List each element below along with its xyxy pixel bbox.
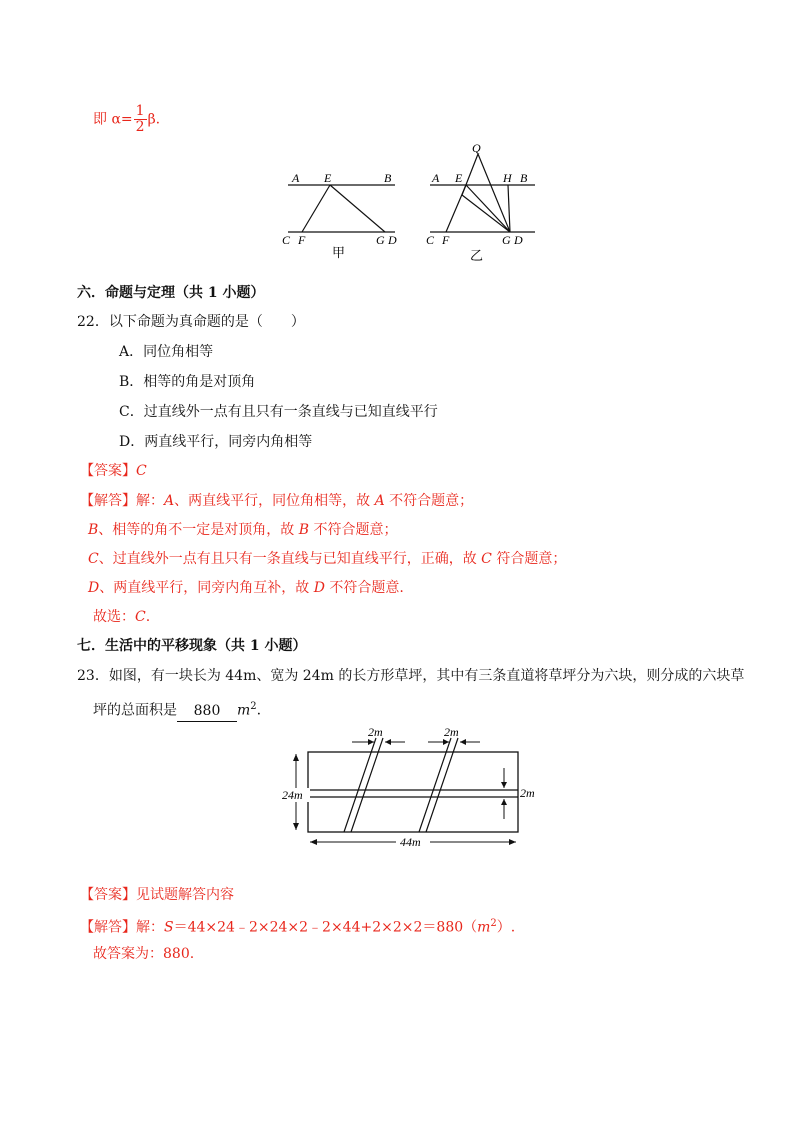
arrowhead [368, 739, 374, 745]
figure-yi [426, 141, 535, 263]
analysis-tag: 【解答】 [80, 919, 136, 936]
length-label: 44m [400, 835, 421, 849]
analysis-letter: D [313, 580, 325, 596]
analysis-letter: C [481, 551, 492, 567]
analysis-tail: 符合题意； [491, 551, 567, 567]
label-G-right: G [502, 233, 511, 247]
label-F-left: F [298, 233, 306, 247]
label-H-right: H [503, 171, 512, 185]
option-a: A．同位角相等 [119, 344, 214, 360]
arrowhead [310, 839, 317, 845]
formula-suffix: β. [147, 111, 161, 128]
section-heading-6: 六．命题与定理（共 1 小题） [77, 285, 265, 301]
analysis-unit: m [477, 919, 491, 936]
analysis-lead: 解： [136, 919, 164, 936]
question-23-stem-1: 23．如图，有一块长为 44m、宽为 24m 的长方形草坪，其中有三条直道将草坪分为六块，则分成的六块草 [77, 668, 745, 684]
answer-22 [80, 461, 147, 481]
question-23-stem-2 [93, 697, 261, 722]
arrowhead [509, 839, 516, 845]
road-width-label-3: 2m [520, 786, 535, 800]
label-B-left: B [384, 171, 392, 185]
label-E-right: E [455, 171, 463, 185]
label-D-right: D [514, 233, 523, 247]
analysis-letter: B [298, 522, 310, 538]
conclusion-22 [93, 607, 150, 627]
analysis-formula: ＝44×24﹣2×24×2﹣2×44+2×2×2＝880（ [173, 919, 478, 936]
analysis-22-line-1 [80, 491, 473, 511]
fraction-numerator: 1 [135, 103, 145, 119]
arrowhead [443, 739, 449, 745]
analysis-22-line-2 [88, 520, 398, 540]
conclusion-suffix: . [145, 609, 151, 625]
arrowhead [501, 799, 507, 805]
formula-prefix: 即 α= [93, 111, 133, 128]
label-B-right: B [520, 171, 528, 185]
arrowhead [501, 782, 507, 788]
lawn-figure [280, 724, 540, 854]
lawn-rectangle [308, 752, 518, 832]
label-G-left: G [376, 233, 385, 247]
analysis-text: 、两直线平行，同旁内角互补，故 [99, 580, 314, 596]
analysis-letter: D [88, 580, 100, 596]
analysis-text: 、两直线平行，同位角相等，故 [174, 493, 375, 509]
fill-blank-answer: 880 [177, 701, 237, 722]
answer-value: 见试题解答内容 [136, 887, 234, 903]
label-D-left: D [388, 233, 397, 247]
label-C-right: C [426, 233, 435, 247]
analysis-22-line-4 [88, 578, 404, 598]
analysis-variable: S [164, 919, 174, 936]
stem-suffix: . [256, 702, 262, 719]
analysis-lead: 解： [136, 493, 164, 509]
answer-tag: 【答案】 [80, 887, 136, 903]
fraction-denominator: 2 [135, 119, 145, 135]
unit: m [237, 702, 251, 719]
answer-23 [80, 885, 234, 905]
section-heading-7: 七．生活中的平移现象（共 1 小题） [77, 638, 307, 654]
conclusion-23: 故答案为：880. [93, 946, 195, 962]
conclusion-letter: C [135, 609, 146, 625]
analysis-letter: B [88, 522, 99, 538]
answer-tag: 【答案】 [80, 463, 136, 479]
arrowhead [293, 823, 299, 830]
analysis-23 [80, 914, 515, 938]
analysis-letter: A [164, 493, 175, 509]
road-width-label-2: 2m [444, 725, 459, 739]
label-A-left: A [292, 171, 300, 185]
label-Q-right: Q [472, 141, 481, 155]
label-F-right: F [442, 233, 450, 247]
analysis-22-line-3 [88, 549, 566, 569]
analysis-unit-exponent: 2 [490, 918, 497, 929]
analysis-suffix: ）. [496, 919, 516, 936]
arrowhead [460, 739, 466, 745]
option-b: B．相等的角是对顶角 [119, 374, 256, 390]
analysis-letter: A [374, 493, 385, 509]
conclusion-prefix: 故选： [93, 609, 135, 625]
formula-line [93, 104, 160, 135]
analysis-letter: C [88, 551, 99, 567]
label-C-left: C [282, 233, 291, 247]
option-d: D．两直线平行，同旁内角相等 [119, 434, 313, 450]
analysis-text: 、相等的角不一定是对顶角，故 [98, 522, 299, 538]
parallel-lines-figure [280, 140, 540, 265]
analysis-tail: 不符合题意； [384, 493, 474, 509]
analysis-tail: 不符合题意. [324, 580, 404, 596]
road-width-label-1: 2m [368, 725, 383, 739]
caption-jia: 甲 [332, 245, 346, 260]
arrowhead [293, 754, 299, 761]
arrowhead [385, 739, 391, 745]
unit-exponent: 2 [250, 701, 257, 712]
question-22-stem: 22．以下命题为真命题的是（ ） [77, 314, 305, 330]
analysis-text: 、过直线外一点有且只有一条直线与已知直线平行，正确，故 [98, 551, 482, 567]
answer-value: C [136, 463, 147, 479]
stem-prefix: 坪的总面积是 [93, 702, 177, 719]
analysis-tail: 不符合题意； [309, 522, 398, 538]
analysis-tag: 【解答】 [80, 493, 136, 509]
height-label: 24m [282, 788, 303, 802]
label-E-left: E [324, 171, 332, 185]
option-c: C．过直线外一点有且只有一条直线与已知直线平行 [119, 404, 438, 420]
figure-jia [282, 171, 397, 260]
fraction [134, 104, 147, 135]
label-A-right: A [432, 171, 440, 185]
caption-yi: 乙 [470, 248, 484, 263]
